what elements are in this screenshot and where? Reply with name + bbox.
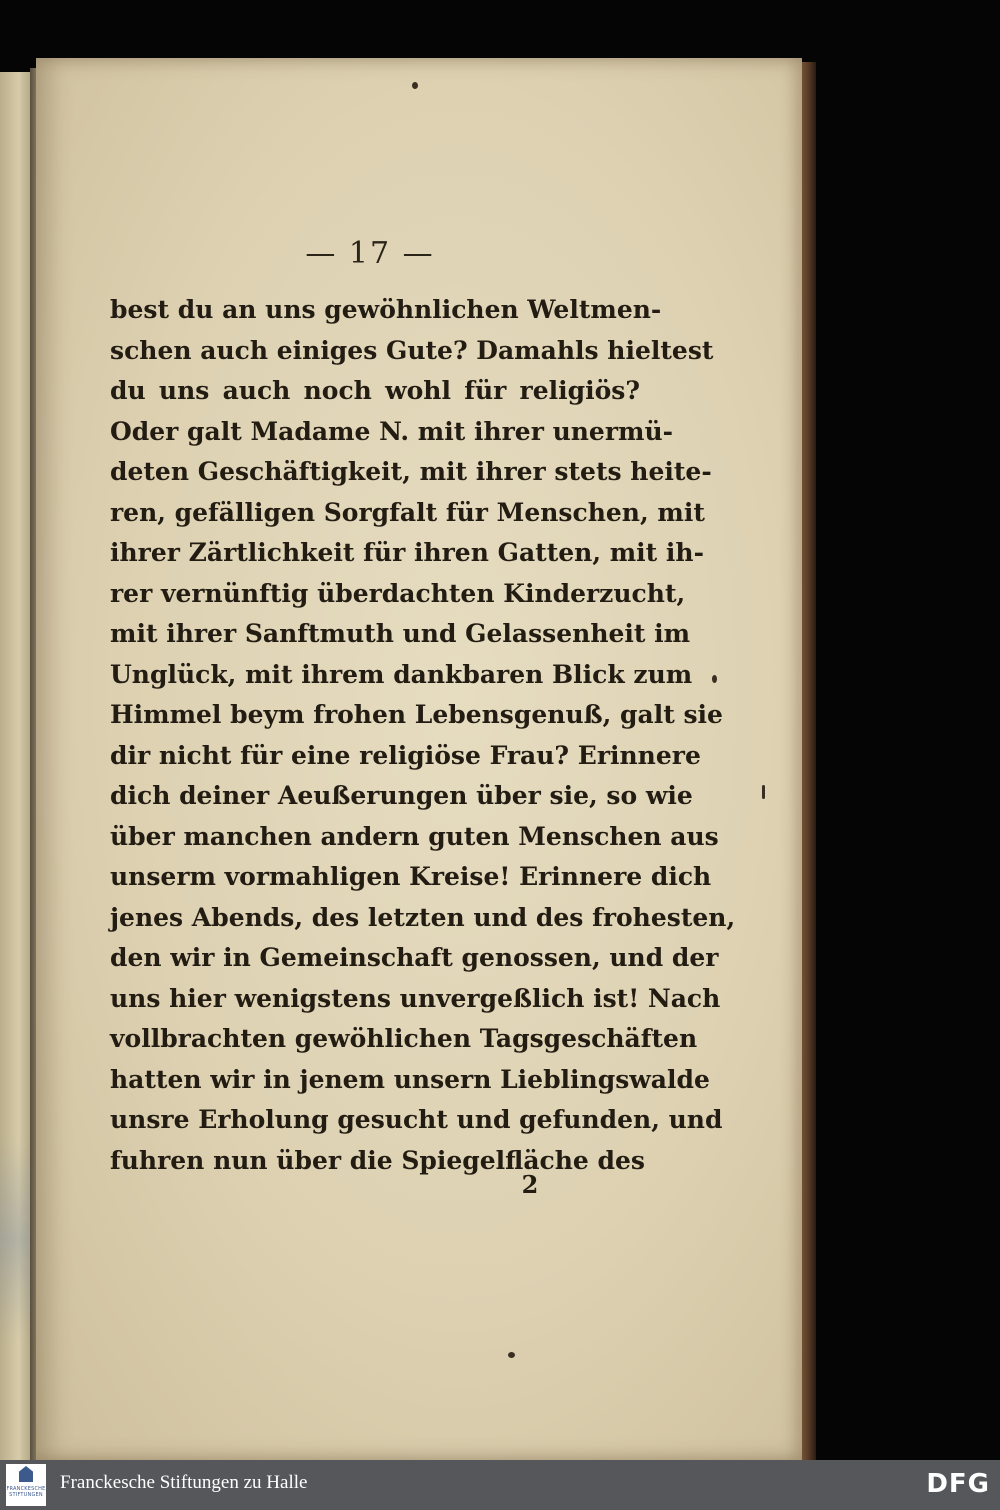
text-line: du uns auch noch wohl für religiös?	[110, 376, 640, 405]
page-number-header: — 17 —	[305, 236, 435, 271]
text-line: ihrer Zärtlichkeit für ihren Gatten, mit ih-	[110, 538, 704, 567]
institution-logo[interactable]	[6, 1464, 46, 1506]
text-line: unserm vormahligen Kreise! Erinnere dich	[110, 862, 712, 891]
left-page-stain	[0, 1140, 34, 1340]
text-line: dir nicht für eine religiöse Frau? Erinnere	[110, 740, 701, 770]
text-line: über manchen andern guten Menschen aus	[110, 821, 719, 851]
footer-bar	[0, 1460, 1000, 1510]
text-line: deten Geschäftigkeit, mit ihrer stets heite-	[110, 457, 712, 486]
text-line: den wir in Gemeinschaft genossen, und der	[110, 943, 719, 972]
text-line: mit ihrer Sanftmuth und Gelassenheit im	[110, 619, 691, 648]
text-line: Oder galt Madame N. mit ihrer unermü-	[110, 416, 674, 446]
text-line: Himmel beym frohen Lebensgenuß, galt sie	[110, 700, 723, 729]
signature-mark: 2	[521, 1170, 539, 1199]
text-line: dich deiner Aeußerungen über sie, so wie	[110, 781, 693, 810]
text-line: fuhren nun über die Spiegelfläche des	[110, 1145, 645, 1175]
text-line: Unglück, mit ihrem dankbaren Blick zum	[110, 659, 693, 689]
text-line: unsre Erholung gesucht und gefunden, und	[110, 1105, 723, 1134]
ink-speck	[508, 1352, 515, 1358]
text-line: uns hier wenigstens unvergeßlich ist! Nach	[110, 983, 721, 1013]
ink-speck	[762, 785, 765, 799]
text-line: jenes Abends, des letzten und des frohesten,	[110, 902, 736, 932]
page-text-block	[110, 290, 736, 1181]
dfg-logo[interactable]: DFG	[926, 1469, 990, 1499]
building-icon	[19, 1466, 33, 1482]
text-line: best du an uns gewöhnlichen Weltmen-	[110, 295, 662, 324]
logo-text: FRANCKESCHE STIFTUNGEN	[6, 1486, 46, 1498]
ink-speck	[412, 82, 418, 89]
institution-name[interactable]: Franckesche Stiftungen zu Halle	[60, 1472, 308, 1493]
text-line: rer vernünftig überdachten Kinderzucht,	[110, 578, 686, 608]
text-line: ren, gefälligen Sorgfalt für Menschen, mit	[110, 497, 705, 527]
ink-speck	[712, 675, 717, 683]
text-line: vollbrachten gewöhlichen Tagsgeschäften	[110, 1024, 698, 1053]
text-line: hatten wir in jenem unsern Lieblingswalde	[110, 1064, 710, 1094]
text-line: schen auch einiges Gute? Damahls hieltest	[110, 335, 714, 365]
